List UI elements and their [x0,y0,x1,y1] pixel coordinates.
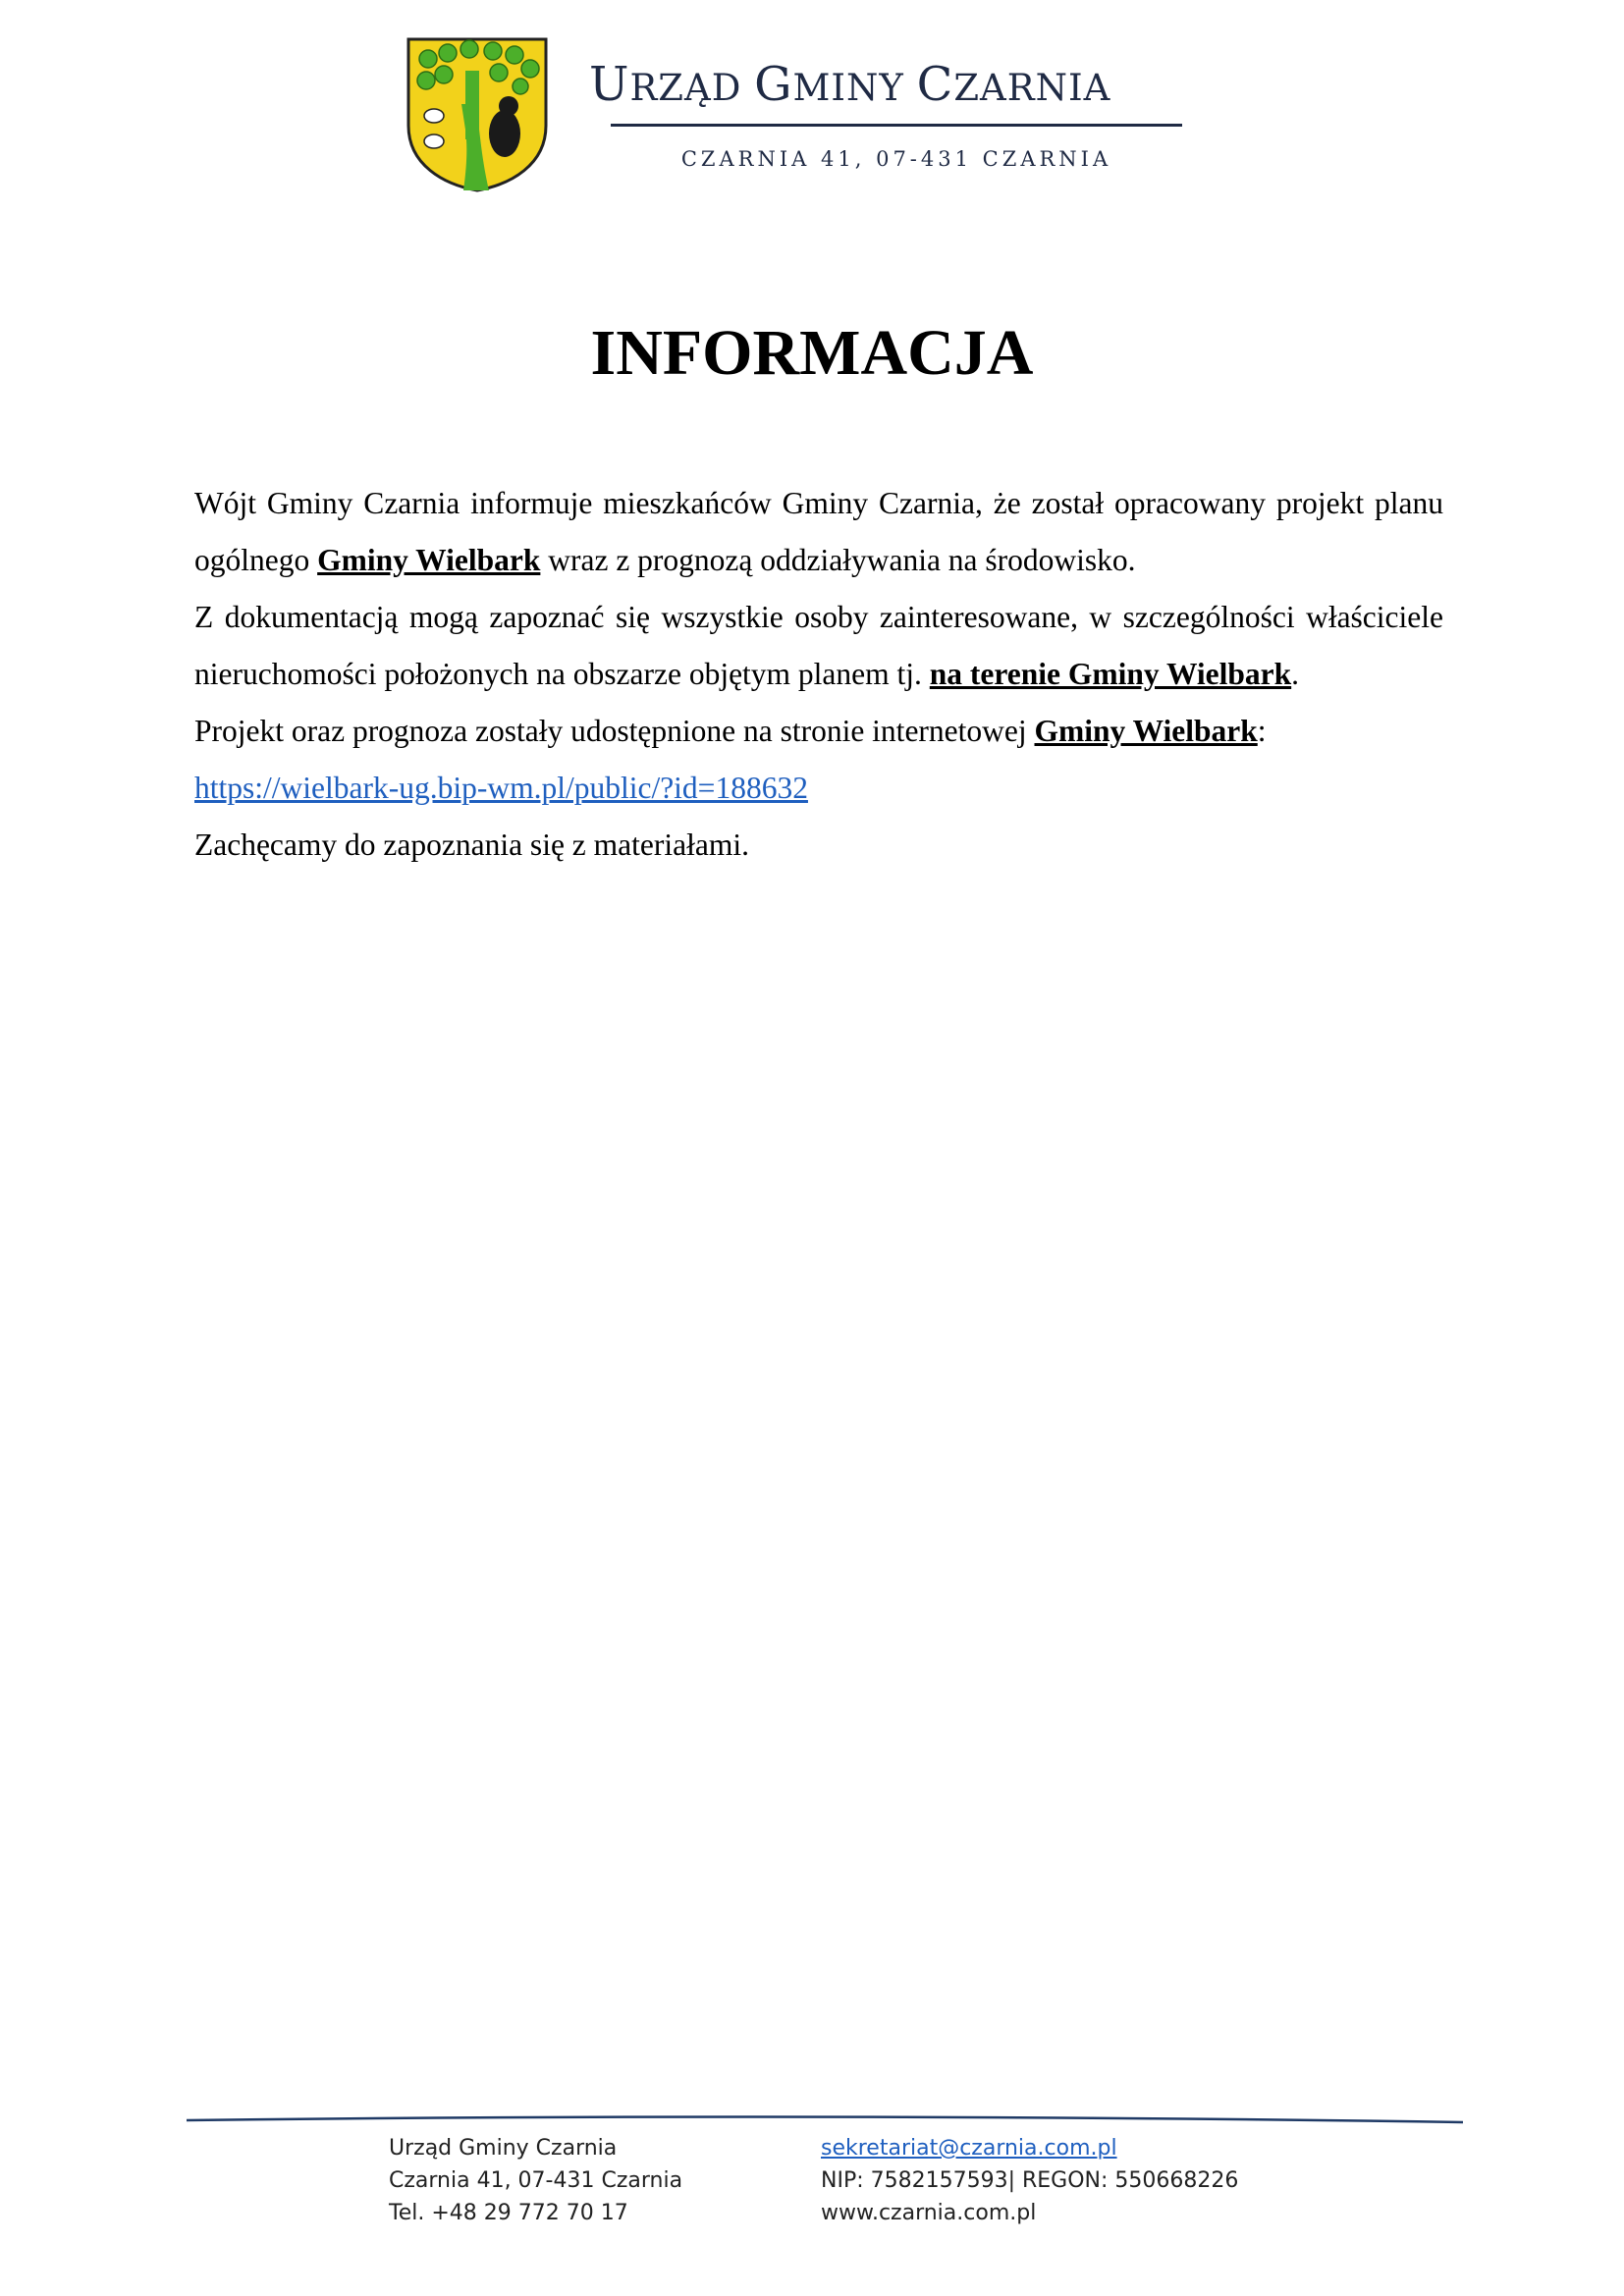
footer-email-link[interactable]: sekretariat@czarnia.com.pl [821,2136,1117,2161]
org-address: CZARNIA 41, 07-431 CZARNIA [680,147,1112,171]
org-name: URZĄD GMINY CZARNIA [589,57,1111,112]
paragraph-3: Projekt oraz prognoza zostały udostępnione na stronie internetowej Gminy Wielbark: https://wielbark-ug.bip-wm.pl/public/?id=188632 [194,714,1267,805]
footer-ids: NIP: 7582157593| REGON: 550668226 [821,2168,1239,2193]
header-divider [611,124,1182,127]
paragraph-2: Z dokumentacją mogą zapoznać się wszystkie osoby zainteresowane, w szczególności właściciele nieruchomości położonych na obszarze objętym planem tj. na terenie Gminy Wielbark. [194,600,1443,691]
footer-details [821,2132,1238,2229]
body-text [194,475,1443,874]
page-title: INFORMACJA [590,317,1034,389]
paragraph-1: Wójt Gminy Czarnia informuje mieszkańców Gminy Czarnia, że został opracowany projekt planu ogólnego Gminy Wielbark wraz z prognozą oddziaływania na środowisko. [194,486,1443,577]
footer-website[interactable]: www.czarnia.com.pl [821,2201,1037,2225]
coat-of-arms-icon [405,35,550,192]
footer-org-name: Urząd Gminy Czarnia [389,2136,618,2161]
footer-divider [187,2112,1463,2126]
footer-contact [389,2132,682,2229]
footer-address: Czarnia 41, 07-431 Czarnia [389,2168,683,2193]
paragraph-4: Zachęcamy do zapoznania się z materiałami. [194,828,749,862]
document-link[interactable]: https://wielbark-ug.bip-wm.pl/public/?id=188632 [194,771,808,805]
footer-phone: Tel. +48 29 772 70 17 [389,2201,628,2225]
